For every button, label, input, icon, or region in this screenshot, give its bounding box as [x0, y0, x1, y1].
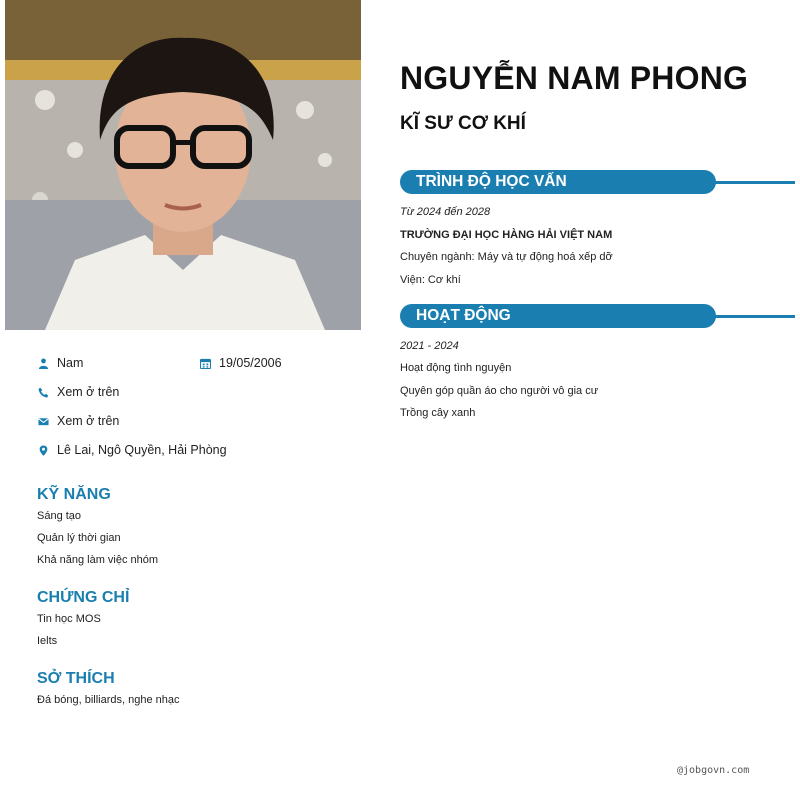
hobbies-title: SỞ THÍCH	[37, 670, 115, 687]
education-period: Từ 2024 đến 2028	[400, 206, 491, 218]
activities-title: HOẠT ĐỘNG	[400, 304, 716, 328]
skill-item: Khả năng làm việc nhóm	[37, 554, 159, 566]
gender-value: Nam	[57, 356, 84, 370]
envelope-icon	[37, 415, 49, 427]
education-title: TRÌNH ĐỘ HỌC VẤN	[400, 170, 716, 194]
email-row	[37, 414, 119, 428]
activities-period: 2021 - 2024	[400, 340, 459, 352]
hobby-item: Đá bóng, billiards, nghe nhạc	[37, 694, 180, 706]
activity-item: Trồng cây xanh	[400, 407, 476, 419]
person-icon	[37, 357, 49, 369]
skill-item: Sáng tạo	[37, 510, 82, 522]
gender-row	[37, 356, 83, 370]
watermark: @jobgovn.com	[677, 765, 750, 776]
job-title: KĨ SƯ CƠ KHÍ	[400, 113, 526, 134]
phone-row	[37, 385, 119, 399]
skill-item: Quản lý thời gian	[37, 532, 121, 544]
education-school: TRƯỜNG ĐẠI HỌC HÀNG HẢI VIỆT NAM	[400, 229, 613, 241]
certificate-item: Ielts	[37, 635, 58, 647]
education-institute: Viện: Cơ khí	[400, 274, 461, 286]
certificate-item: Tin học MOS	[37, 613, 101, 625]
address-value: Lê Lai, Ngô Quyền, Hải Phòng	[57, 443, 227, 457]
phone-value: Xem ở trên	[57, 385, 120, 399]
education-major: Chuyên ngành: Máy và tự động hoá xếp dỡ	[400, 251, 613, 263]
full-name: NGUYỄN NAM PHONG	[400, 60, 749, 96]
calendar-icon	[199, 357, 211, 369]
birthdate-value: 19/05/2006	[219, 356, 282, 370]
birthdate-row	[199, 356, 282, 370]
address-row	[37, 443, 227, 457]
email-value: Xem ở trên	[57, 414, 120, 428]
activity-item: Hoạt động tình nguyện	[400, 362, 512, 374]
skills-title: KỸ NĂNG	[37, 486, 111, 503]
profile-photo	[5, 0, 361, 330]
phone-icon	[37, 386, 49, 398]
profile-photo-illustration	[5, 0, 361, 330]
certificates-title: CHỨNG CHỈ	[37, 589, 130, 606]
activity-item: Quyên góp quần áo cho người vô gia cư	[400, 385, 599, 397]
location-pin-icon	[37, 444, 49, 456]
